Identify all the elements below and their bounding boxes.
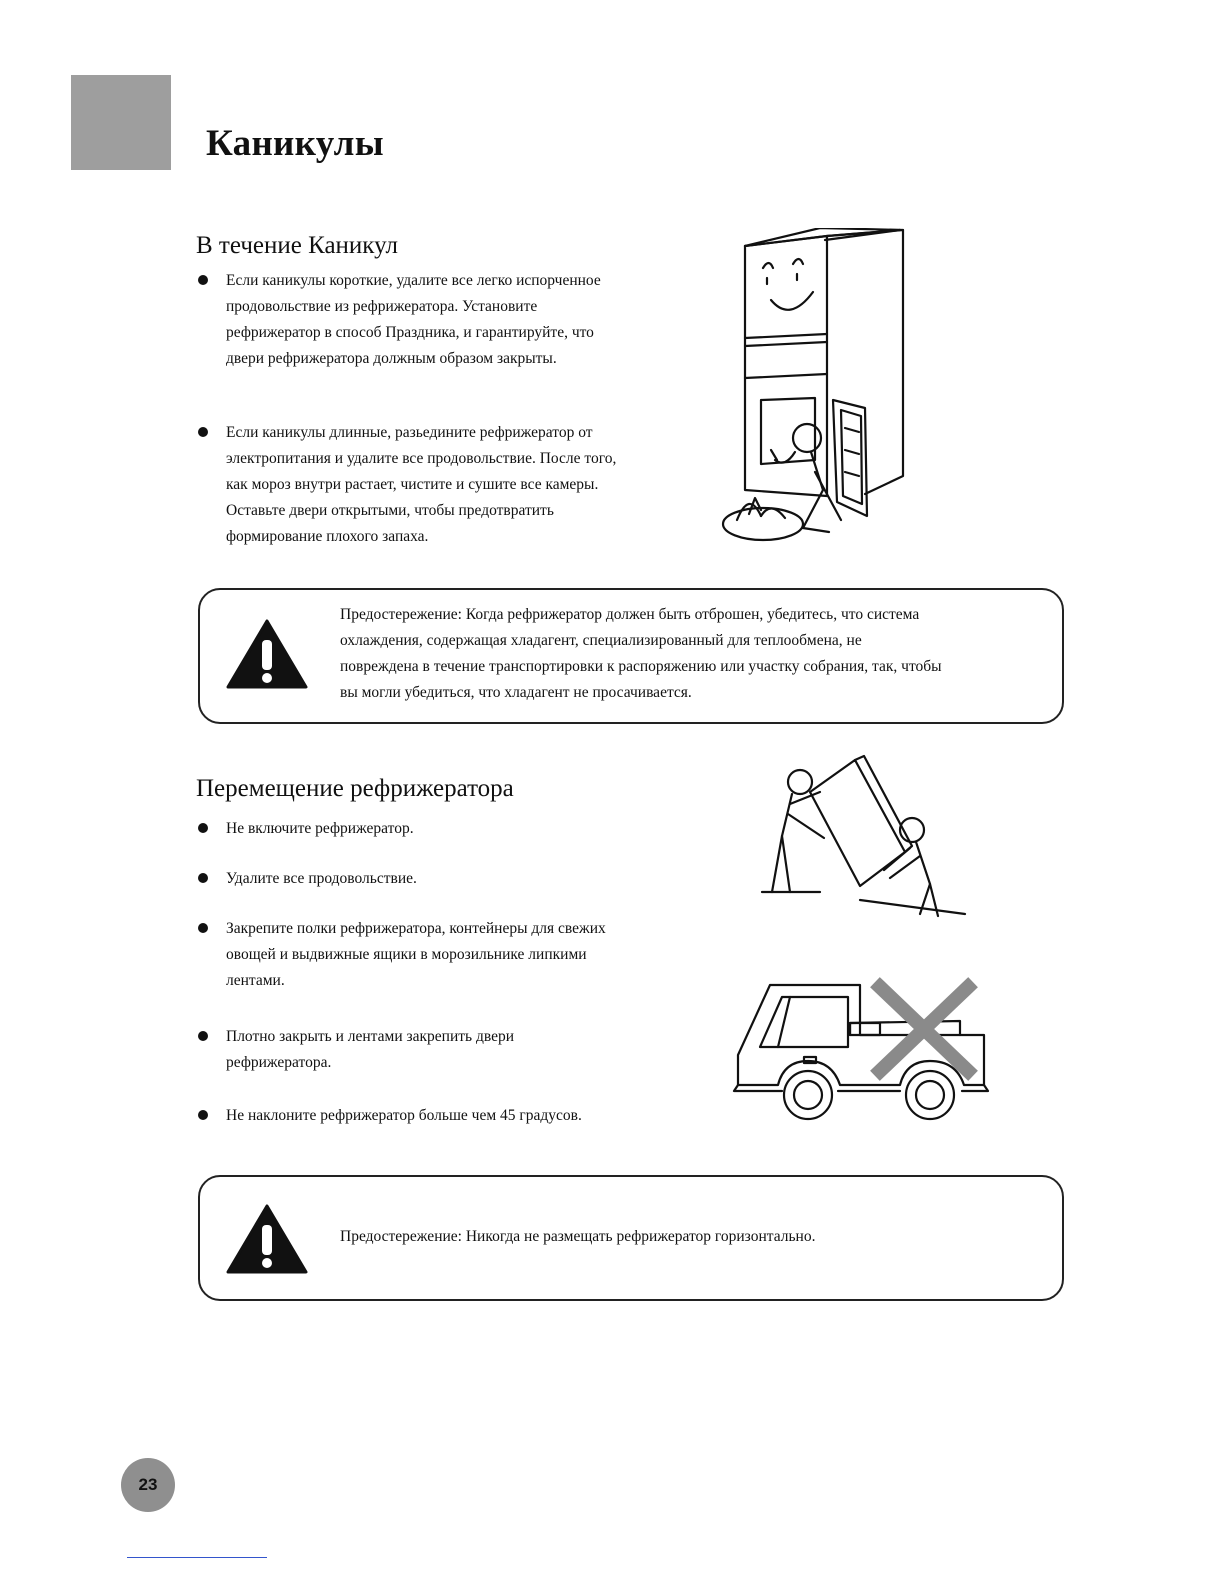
bullet-line: электропитания и удалите все продовольствие. После того, <box>226 450 617 467</box>
warning-triangle-icon <box>226 1203 308 1275</box>
list-item <box>198 1024 698 1076</box>
warning-line: вы могли убедиться, что хладагент не просачивается. <box>340 684 692 701</box>
bullet-icon <box>198 275 208 285</box>
bullet-line: Не включите рефрижератор. <box>226 820 414 837</box>
prohibited-cross-icon <box>880 987 968 1071</box>
warning-triangle-icon <box>226 618 308 690</box>
bullet-line: лентами. <box>226 972 285 989</box>
header-gray-square <box>71 75 171 170</box>
bullet-line: Оставьте двери открытыми, чтобы предотвратить <box>226 502 554 519</box>
list-item <box>198 420 708 550</box>
list-item <box>198 268 698 372</box>
bullet-icon <box>198 873 208 883</box>
bullet-line: рефрижератора. <box>226 1054 332 1071</box>
bullet-icon <box>198 1110 208 1120</box>
bullet-line: Не наклоните рефрижератор больше чем 45 градусов. <box>226 1107 582 1124</box>
bullet-line: овощей и выдвижные ящики в морозильнике липкими <box>226 946 587 963</box>
bullet-line: Если каникулы длинные, разьедините рефрижератор от <box>226 424 593 441</box>
two-people-carrying-fridge-illustration <box>760 752 970 927</box>
bullet-line: формирование плохого запаха. <box>226 528 429 545</box>
bullet-icon <box>198 427 208 437</box>
bullet-line: Закрепите полки рефрижератора, контейнеры для свежих <box>226 920 606 937</box>
warning-line: охлаждения, содержащая хладагент, специализированный для теплообмена, не <box>340 632 862 649</box>
list-item <box>198 816 698 842</box>
list-item <box>198 866 698 892</box>
warning-text <box>340 602 1055 706</box>
warning-text: Предостережение: Никогда не размещать рефрижератор горизонтально. <box>340 1228 816 1245</box>
warning-line: Предостережение: Когда рефрижератор должен быть отброшен, убедитесь, что система <box>340 606 920 623</box>
bullet-icon <box>198 923 208 933</box>
bullet-icon <box>198 823 208 833</box>
page-title: Каникулы <box>206 123 384 164</box>
bullet-line: Удалите все продовольствие. <box>226 870 417 887</box>
section-title-moving: Перемещение рефрижератора <box>196 775 514 802</box>
list-item <box>198 1103 698 1129</box>
bullet-line: продовольствие из рефрижератора. Установите <box>226 298 538 315</box>
bullet-line: двери рефрижератора должным образом закрыты. <box>226 350 557 367</box>
page-number: 23 <box>121 1458 175 1512</box>
list-item <box>198 916 698 994</box>
bullet-line: как мороз внутри растает, чистите и сушите все камеры. <box>226 476 599 493</box>
section-title-vacation: В течение Каникул <box>196 232 398 259</box>
bullet-icon <box>198 1031 208 1041</box>
bullet-line: рефрижератор в способ Праздника, и гарантируйте, что <box>226 324 594 341</box>
footer-link-underline <box>127 1557 267 1558</box>
bullet-line: Если каникулы короткие, удалите все легко испорченное <box>226 272 601 289</box>
warning-line: повреждена в течение транспортировки к распоряжению или участку собрания, так, чтобы <box>340 658 942 675</box>
bullet-line: Плотно закрыть и лентами закрепить двери <box>226 1028 514 1045</box>
truck-illustration <box>730 975 1000 1145</box>
fridge-cleaning-illustration <box>715 228 935 558</box>
